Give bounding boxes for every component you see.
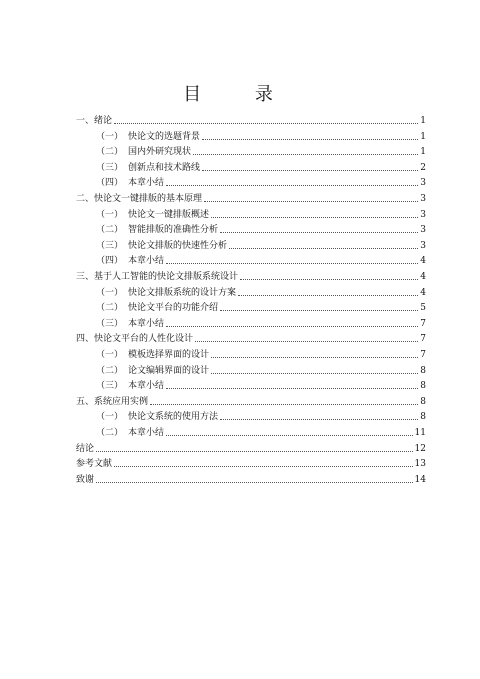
- toc-entry-label: 论文编辑界面的设计: [128, 365, 210, 376]
- toc-entry-label: 快论文排版系统的设计方案: [128, 287, 237, 298]
- toc-subentry[interactable]: [76, 424, 426, 439]
- toc-entry-label: 五、系统应用实例: [76, 396, 149, 407]
- toc-page-number: 4: [420, 256, 426, 267]
- toc-entry-label: 智能排版的准确性分析: [128, 225, 219, 236]
- toc-entry-label: 四、快论文平台的人性化设计: [76, 334, 194, 345]
- toc-subentry[interactable]: [76, 159, 426, 174]
- toc-subentry[interactable]: [76, 128, 426, 143]
- toc-subentry[interactable]: [76, 206, 426, 221]
- toc-entry-number: （二）: [96, 225, 124, 236]
- toc-dot-leader: [202, 139, 418, 140]
- toc-title: 目 录: [183, 84, 297, 105]
- toc-entry[interactable]: [76, 471, 426, 486]
- toc-page-number: 12: [414, 443, 426, 454]
- toc-page-number: 14: [414, 474, 426, 485]
- toc-subentry[interactable]: [76, 299, 426, 314]
- toc-subentry[interactable]: [76, 377, 426, 392]
- toc-dot-leader: [211, 217, 418, 218]
- toc-entry-label: 快论文一键排版概述: [128, 209, 210, 220]
- toc-entry-number: （四）: [96, 256, 124, 267]
- toc-entry-number: （三）: [96, 162, 124, 173]
- toc-entry-label: 快论文系统的使用方法: [128, 412, 219, 423]
- toc-page-number: 3: [420, 225, 426, 236]
- toc-entry-number: （二）: [96, 303, 124, 314]
- toc-entry-label: 结论: [76, 443, 95, 454]
- toc-dot-leader: [96, 451, 413, 452]
- toc-dot-leader: [240, 279, 418, 280]
- toc-subentry[interactable]: [76, 221, 426, 236]
- toc-entry-number: （二）: [96, 147, 124, 158]
- toc-entry-label: 一、绪论: [76, 116, 113, 126]
- toc-dot-leader: [166, 326, 418, 327]
- toc-page-number: 1: [420, 116, 426, 126]
- toc-entry-label: 二、快论文一键排版的基本原理: [76, 194, 203, 204]
- toc-page-number: 4: [420, 272, 426, 282]
- toc-page-number: 5: [420, 303, 426, 314]
- toc-entry[interactable]: [76, 190, 426, 205]
- toc-dot-leader: [150, 404, 418, 405]
- toc-dot-leader: [195, 341, 418, 342]
- toc-subentry[interactable]: [76, 362, 426, 377]
- toc-entry-number: （一）: [96, 412, 124, 423]
- toc-dot-leader: [220, 232, 418, 233]
- toc-entry-label: 本章小结: [128, 256, 165, 267]
- toc-dot-leader: [166, 263, 418, 264]
- toc-page-number: 13: [414, 459, 426, 470]
- toc-entry-number: （四）: [96, 178, 124, 189]
- toc-dot-leader: [166, 388, 418, 389]
- toc-page-number: 7: [420, 318, 426, 329]
- toc-dot-leader: [193, 154, 418, 155]
- toc-dot-leader: [238, 295, 418, 296]
- toc-entry-label: 三、基于人工智能的快论文排版系统设计: [76, 272, 239, 282]
- toc-dot-leader: [202, 170, 418, 171]
- toc-entry[interactable]: [76, 455, 426, 470]
- toc-subentry[interactable]: [76, 315, 426, 330]
- toc-entry-label: 模板选择界面的设计: [128, 350, 210, 360]
- toc-entry-label: 国内外研究现状: [128, 147, 192, 158]
- toc-page-number: 7: [420, 350, 426, 360]
- toc-entry-number: （一）: [96, 350, 124, 360]
- toc-subentry[interactable]: [76, 252, 426, 267]
- toc-page-number: 3: [420, 194, 426, 204]
- toc-entry[interactable]: [76, 440, 426, 455]
- toc-dot-leader: [204, 201, 418, 202]
- toc-dot-leader: [96, 482, 413, 483]
- toc-entry-label: 快论文排版的快速性分析: [128, 240, 228, 251]
- toc-subentry[interactable]: [76, 174, 426, 189]
- toc-entry[interactable]: [76, 393, 426, 408]
- toc-dot-leader: [166, 185, 418, 186]
- toc-page-number: 3: [420, 178, 426, 189]
- toc-dot-leader: [211, 373, 418, 374]
- toc-page-number: 3: [420, 240, 426, 251]
- toc-page-number: 2: [420, 162, 426, 173]
- toc-entry-number: （三）: [96, 381, 124, 392]
- toc-page-number: 1: [420, 147, 426, 158]
- toc-page-number: 8: [420, 396, 426, 407]
- toc-entry-number: （三）: [96, 240, 124, 251]
- toc-page-number: 1: [420, 131, 426, 142]
- toc-page-number: 3: [420, 209, 426, 220]
- toc-dot-leader: [220, 310, 418, 311]
- toc-entry-number: （一）: [96, 131, 124, 142]
- toc-entry-label: 本章小结: [128, 381, 165, 392]
- toc-page-number: 8: [420, 412, 426, 423]
- toc-dot-leader: [229, 248, 418, 249]
- toc-subentry[interactable]: [76, 284, 426, 299]
- toc-page-number: 8: [420, 381, 426, 392]
- toc-dot-leader: [114, 123, 418, 124]
- toc-entry-label: 本章小结: [128, 428, 165, 438]
- toc-entry[interactable]: [76, 268, 426, 283]
- toc-dot-leader: [166, 435, 413, 436]
- toc-subentry[interactable]: [76, 237, 426, 252]
- toc-entry-number: （二）: [96, 365, 124, 376]
- toc-entry[interactable]: [76, 112, 426, 127]
- toc-entry-label: 致谢: [76, 474, 95, 485]
- toc-entry-number: （一）: [96, 209, 124, 220]
- toc-subentry[interactable]: [76, 408, 426, 423]
- toc-subentry[interactable]: [76, 346, 426, 361]
- toc-entry-number: （一）: [96, 287, 124, 298]
- toc-page-number: 7: [420, 334, 426, 345]
- toc-entry-label: 本章小结: [128, 178, 165, 189]
- toc-dot-leader: [114, 466, 413, 467]
- toc-entry-number: （二）: [96, 428, 124, 438]
- toc-page-number: 4: [420, 287, 426, 298]
- toc-entry-label: 创新点和技术路线: [128, 162, 201, 173]
- toc-page-number: 11: [414, 428, 426, 438]
- toc-entry[interactable]: [76, 330, 426, 345]
- toc-entry-label: 参考文献: [76, 459, 113, 470]
- toc-entry-number: （三）: [96, 318, 124, 329]
- toc-entry-label: 本章小结: [128, 318, 165, 329]
- toc-entry-label: 快论文的选题背景: [128, 131, 201, 142]
- toc-dot-leader: [220, 419, 418, 420]
- toc-entry-label: 快论文平台的功能介绍: [128, 303, 219, 314]
- toc-page-number: 8: [420, 365, 426, 376]
- toc-dot-leader: [211, 357, 418, 358]
- toc-subentry[interactable]: [76, 143, 426, 158]
